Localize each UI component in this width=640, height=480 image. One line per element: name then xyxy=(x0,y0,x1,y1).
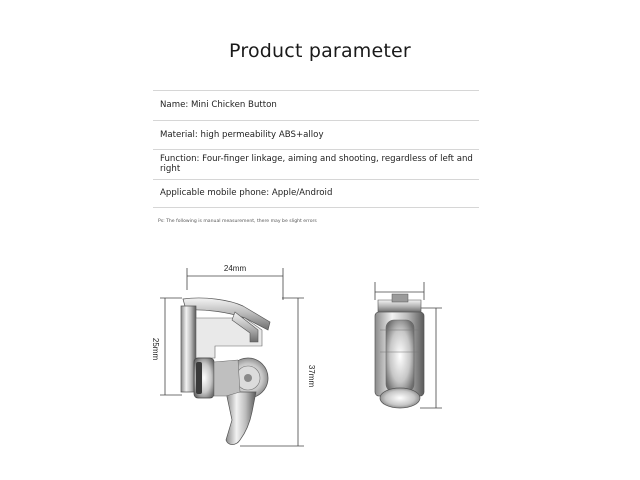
param-material-text: Material: high permeability ABS+alloy xyxy=(160,129,324,140)
param-name-text: Name: Mini Chicken Button xyxy=(160,100,277,111)
mini-chicken-button-side-view xyxy=(181,298,270,445)
measurement-note: Ps: The following is manual measurement, there may be slight errors xyxy=(158,219,317,224)
param-function-text: Function: Four-finger linkage, aiming and shooting, regardless of left and right xyxy=(160,154,473,175)
param-phone-text: Applicable mobile phone: Apple/Android xyxy=(160,188,333,199)
width-dimension-label: 24mm xyxy=(223,264,247,273)
right-height-dimension-label: 37mm xyxy=(307,364,316,388)
left-height-dimension-label: 25mm xyxy=(151,337,160,361)
mini-chicken-button-front-view xyxy=(375,294,424,408)
page-title: Product parameter xyxy=(229,40,411,62)
